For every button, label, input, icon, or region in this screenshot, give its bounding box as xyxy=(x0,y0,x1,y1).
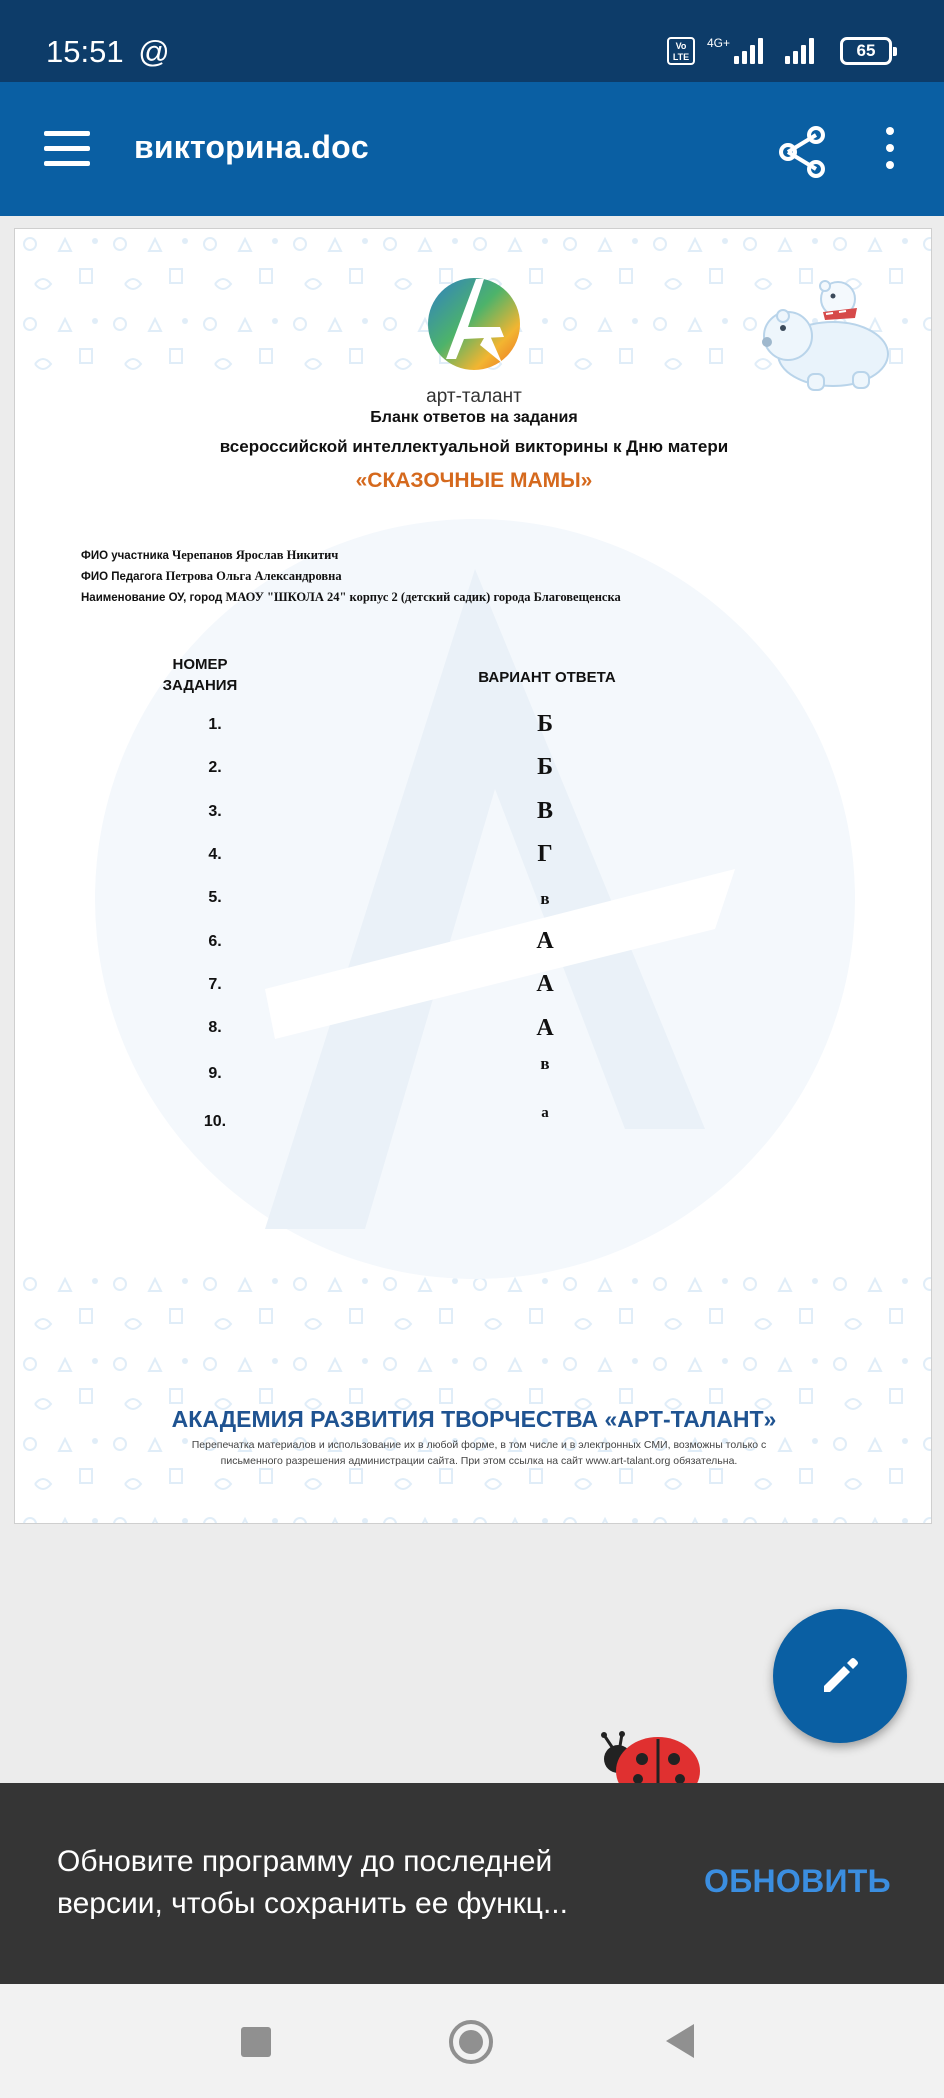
edit-button[interactable] xyxy=(773,1609,907,1743)
battery-icon xyxy=(840,37,892,65)
answer-1: Б xyxy=(537,711,553,737)
participant-row xyxy=(81,545,621,566)
blank-title: Бланк ответов на задания xyxy=(370,409,578,426)
task-number-10: 10. xyxy=(203,1113,227,1130)
task-number-6: 6. xyxy=(208,933,222,950)
answer-2: Б xyxy=(537,754,553,780)
teacher-value: Петрова Ольга Александровна xyxy=(165,569,342,583)
recent-apps-icon[interactable] xyxy=(241,2027,271,2057)
teacher-label: ФИО Педагога xyxy=(81,571,163,583)
column-header-number xyxy=(135,654,265,696)
answer-9: в xyxy=(540,1054,550,1073)
document-title: викторина.doc xyxy=(134,129,369,165)
answer-5: в xyxy=(540,889,550,908)
status-bar xyxy=(0,0,944,82)
task-number-9: 9. xyxy=(208,1065,222,1082)
school-value: МАОУ "ШКОЛА 24" корпус 2 (детский садик) города Благовещенска xyxy=(225,590,621,604)
school-row xyxy=(81,587,621,608)
app-bar xyxy=(0,82,944,216)
disclaimer-line2: письменного разрешения администрации сайта. При этом ссылка на сайт www.art-talant.org обязательна. xyxy=(220,1455,738,1467)
status-indicators xyxy=(667,34,892,68)
logo-text: арт-талант xyxy=(426,386,522,407)
column-header-answer: ВАРИАНТ ОТВЕТА xyxy=(478,669,616,686)
task-number-8: 8. xyxy=(208,1019,222,1036)
answer-10: а xyxy=(541,1105,549,1121)
more-vert-icon[interactable] xyxy=(883,127,897,173)
signal-strength-icon xyxy=(734,38,763,64)
signal-strength-icon-2 xyxy=(785,38,814,64)
disclaimer-line1: Перепечатка материалов и использование их в любой форме, в том числе и в электронных СМИ, возможны только с xyxy=(191,1439,767,1451)
menu-icon[interactable] xyxy=(44,131,90,167)
task-number-7: 7. xyxy=(208,976,222,993)
back-icon[interactable] xyxy=(666,2024,694,2058)
status-time xyxy=(46,34,170,70)
quiz-name: «СКАЗОЧНЫЕ МАМЫ» xyxy=(355,469,593,492)
answer-4: Г xyxy=(537,841,553,867)
at-sign-icon: @ xyxy=(138,34,170,69)
column-header-number-line2: ЗАДАНИЯ xyxy=(162,677,238,694)
clock-text: 15:51 xyxy=(46,34,124,69)
document-page[interactable] xyxy=(14,228,932,1524)
disclaimer xyxy=(105,1437,853,1469)
school-label: Наименование ОУ, город xyxy=(81,592,223,604)
academy-title: АКАДЕМИЯ РАЗВИТИЯ ТВОРЧЕСТВА «АРТ-ТАЛАНТ» xyxy=(171,1406,777,1432)
answer-8: А xyxy=(536,1015,554,1041)
art-talant-logo-icon xyxy=(424,267,524,382)
participant-value: Черепанов Ярослав Никитич xyxy=(172,548,339,562)
battery-level: 65 xyxy=(856,41,876,60)
network-type-label: 4G+ xyxy=(706,36,730,50)
update-snackbar xyxy=(0,1783,944,1984)
answer-6: А xyxy=(536,928,554,954)
participant-label: ФИО участника xyxy=(81,550,169,562)
volte-icon: Vo LTE xyxy=(667,37,695,65)
task-number-2: 2. xyxy=(208,759,222,776)
polar-bear-illustration xyxy=(753,264,903,394)
system-nav-bar xyxy=(0,1984,944,2098)
task-number-5: 5. xyxy=(208,889,222,906)
share-icon[interactable] xyxy=(778,126,826,178)
participant-info xyxy=(81,545,621,608)
teacher-row xyxy=(81,566,621,587)
task-number-4: 4. xyxy=(208,846,222,863)
blank-subtitle: всероссийской интеллектуальной викторины к Дню матери xyxy=(219,437,729,456)
update-button[interactable]: ОБНОВИТЬ xyxy=(704,1863,891,1899)
ladybug-illustration xyxy=(598,1731,704,1791)
column-header-number-line1: НОМЕР xyxy=(172,656,228,673)
snackbar-message-line2: версии, чтобы сохранить ее функц... xyxy=(57,1887,568,1920)
snackbar-message xyxy=(57,1841,677,1925)
answer-7: А xyxy=(536,971,554,997)
home-icon[interactable] xyxy=(449,2020,493,2064)
task-number-3: 3. xyxy=(208,803,222,820)
answer-3: В xyxy=(536,798,553,824)
task-number-1: 1. xyxy=(208,716,222,733)
pencil-icon xyxy=(816,1652,864,1700)
snackbar-message-line1: Обновите программу до последней xyxy=(57,1845,553,1878)
